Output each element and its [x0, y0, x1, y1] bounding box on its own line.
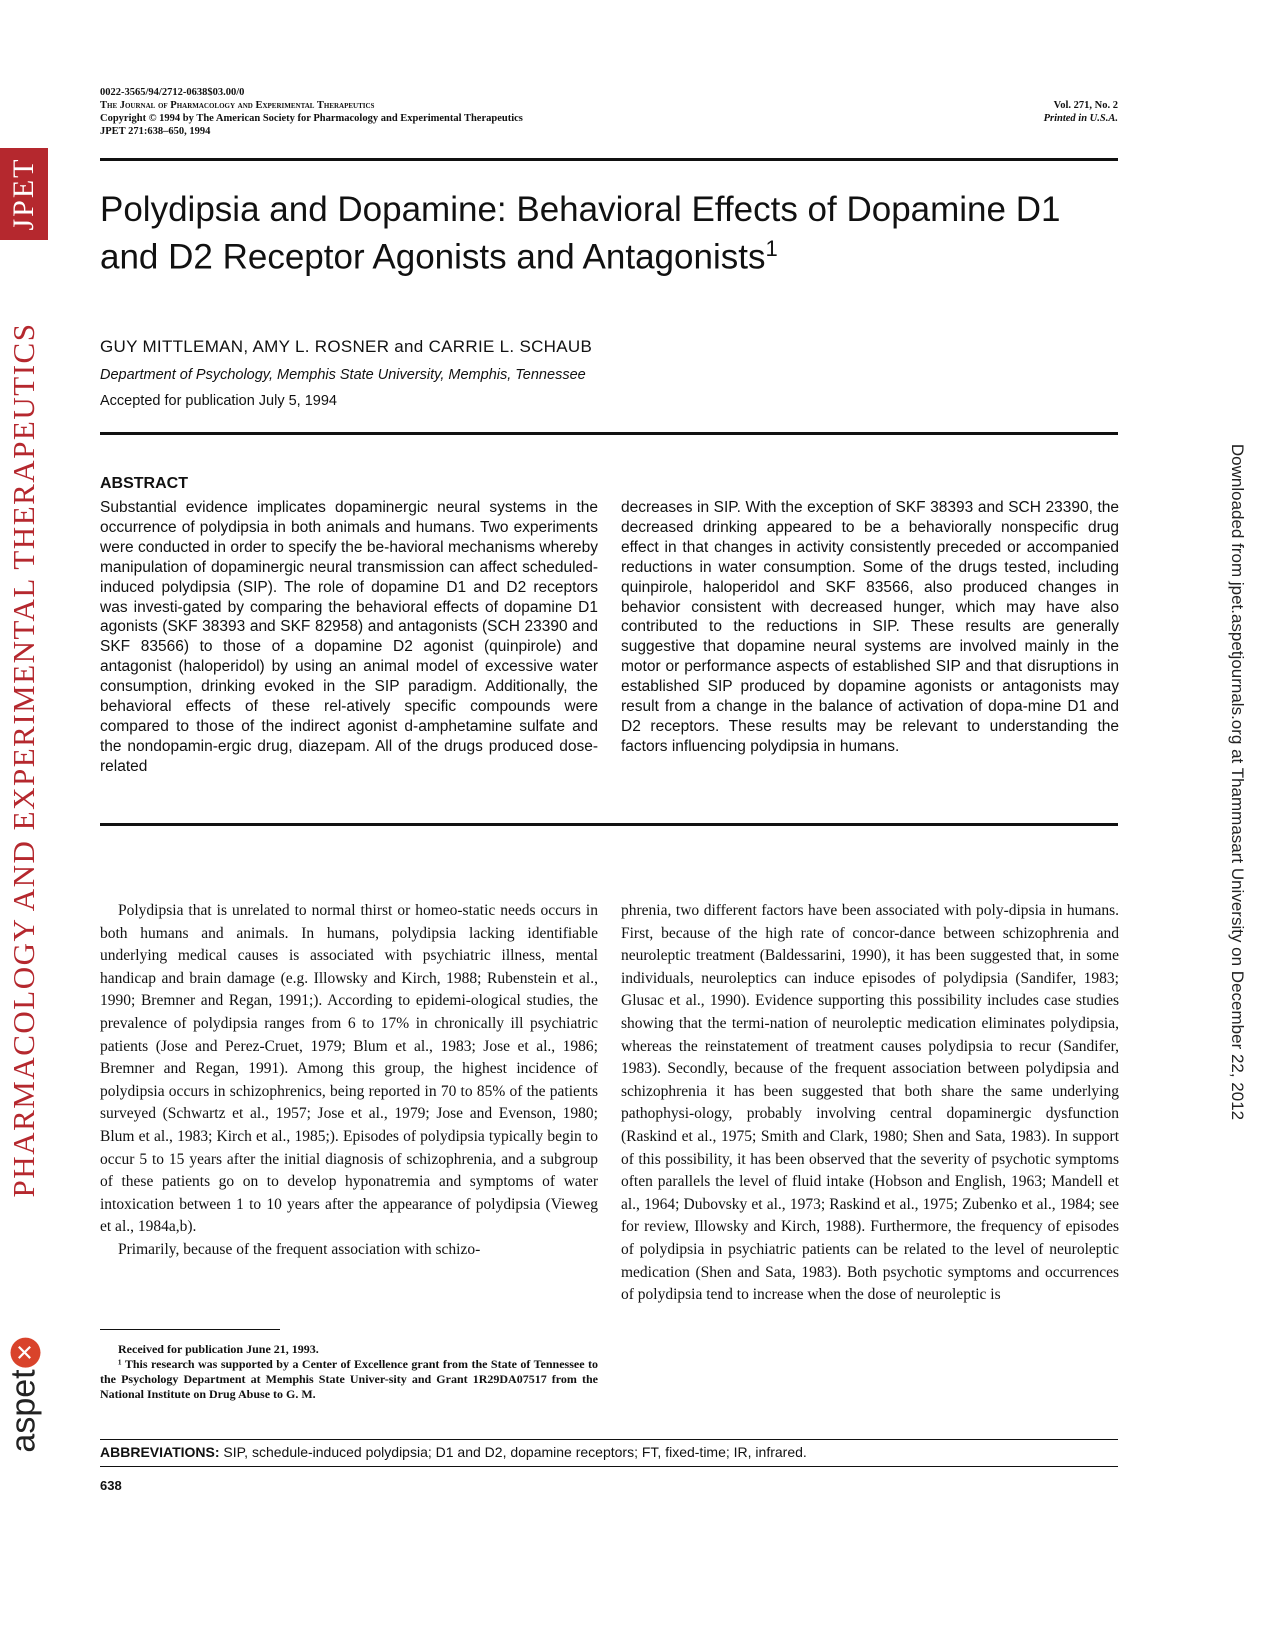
title-text: Polydipsia and Dopamine: Behavioral Effects of Dopamine D1 and D2 Receptor Agonists and Antagonists	[100, 190, 1061, 277]
body-column-2	[621, 900, 1119, 1307]
abstract-heading: ABSTRACT	[100, 475, 188, 492]
article-code: 0022-3565/94/2712-0638$03.00/0	[100, 87, 245, 98]
received-footnote: Received for publication June 21, 1993.	[118, 1342, 319, 1356]
author-list: GUY MITTLEMAN, AMY L. ROSNER and CARRIE L. SCHAUB	[100, 337, 593, 356]
jpet-label: JPET	[7, 157, 40, 231]
volume-line: Vol. 271, No. 2	[1053, 100, 1118, 111]
citation-line: JPET 271:638–650, 1994	[100, 126, 211, 137]
footnotes	[100, 1342, 598, 1402]
aspet-logo	[5, 1337, 44, 1452]
volume-info	[1044, 99, 1118, 125]
journal-header	[100, 86, 523, 138]
title-footnote-marker: 1	[765, 236, 778, 261]
body-paragraph: Polydipsia that is unrelated to normal thirst or homeo-static needs occurs in both humans and animals. In humans, polydipsia lacking identifiable underlying medical causes is associated with psychiatric illness, mental handicap and brain damage (e.g. Illowsky and Kirch, 1988; Rubenstein et al., 1990; Bremner and Regan, 1991;). According to epidemi-ological studies, the prevalence of polydipsia ranges from 6 to 17% in chronically ill psychiatric patients (Jose and Perez-Cruet, 1979; Blum et al., 1983; Jose et al., 1986; Bremner and Regan, 1991). Among this group, the highest incidence of polydipsia occurs in schizophrenics, being reported in 70 to 85% of the patients surveyed (Schwartz et al., 1957; Jose et al., 1979; Jose and Evenson, 1980; Blum et al., 1983; Kirch et al., 1985;). Episodes of polydipsia typically begin to occur 5 to 15 years after the initial diagnosis of schizophrenia, and a subgroup of these patients go on to develop hyponatremia and symptoms of water intoxication between 1 to 10 years after the appearance of polydipsia (Vieweg et al., 1984a,b).	[100, 902, 598, 1236]
abbreviations-rule	[100, 1439, 1118, 1440]
journal-name: The Journal of Pharmacology and Experimental Therapeutics	[100, 100, 375, 111]
abbreviations-label: ABBREVIATIONS:	[100, 1444, 220, 1460]
download-note: Downloaded from jpet.aspetjournals.org at Thammasart University on December 22, 2012	[1228, 443, 1247, 1121]
body-column-1	[100, 900, 598, 1262]
abstract-column-1: Substantial evidence implicates dopaminergic neural systems in the occurrence of polydipsia in both animals and humans. Two experiments were conducted in order to specify the be-havioral mechanisms whereby manipulation of dopaminergic neural transmission can affect scheduled-induced polydipsia (SIP). The role of dopamine D1 and D2 receptors was investi-gated by comparing the behavioral effects of dopamine D1 agonists (SKF 38393 and SKF 82958) and antagonists (SCH 23390 and SKF 83566) to those of a dopamine D2 agonist (quinpirole) and antagonist (haloperidol) by using an animal model of excessive water consumption, drinking evoked in the SIP paradigm. Additionally, the behavioral effects of these rel-atively specific compounds were compared to those of the indirect agonist d-amphetamine sulfate and the nondopamin-ergic drug, diazepam. All of the drugs produced dose-related	[100, 499, 598, 775]
footnote-rule	[100, 1329, 280, 1330]
title-rule	[100, 432, 1118, 435]
abstract-column-2: decreases in SIP. With the exception of SKF 38393 and SCH 23390, the decreased drinking appeared to be a behaviorally nonspecific drug effect in that changes in activity consistently preceded or accompanied reductions in water consumption. Some of the drugs tested, including quinpirole, haloperidol and SKF 83566, also produced changes in behavior consistent with decreased hunger, which may have also contributed to the reductions in SIP. These results are generally suggestive that dopamine neural systems are involved mainly in the motor or performance aspects of established SIP and that disruptions in established SIP produced by dopamine agonists or antagonists may result from a change in the balance of activation of dopa-mine D1 and D2 receptors. These results may be relevant to understanding the factors influencing polydipsia in humans.	[621, 499, 1119, 755]
footer-rule	[100, 1466, 1118, 1467]
body-paragraph: phrenia, two different factors have been associated with poly-dipsia in humans. First, because of the high rate of concor-dance between schizophrenia and neuroleptic treatment (Baldessarini, 1990), it has been suggested that, in some individuals, neuroleptics can induce episodes of polydipsia (Sandifer, 1983; Glusac et al., 1990). Evidence supporting this possibility includes case studies showing that the termi-nation of neuroleptic medication eliminates polydipsia, whereas the reinstatement of treatment causes polydipsia to recur (Sandifer, 1983). Secondly, because of the frequent association between polydipsia and schizophrenia it has been suggested that both share the same underlying pathophysi-ology, probably involving central dopaminergic dysfunction (Raskind et al., 1975; Smith and Clark, 1980; Shen and Sata, 1983). In support of this possibility, it has been observed that the severity of psychotic symptoms often parallels the level of fluid intake (Hobson and English, 1963; Mandell et al., 1964; Dubovsky et al., 1973; Raskind et al., 1975; Zubenko et al., 1984; see for review, Illowsky and Kirch, 1988). Furthermore, the frequency of episodes of polydipsia in psychiatric patients can be related to the level of neuroleptic medication (Shen and Sata, 1983). Both psychotic symptoms and occurrences of polydipsia tend to increase when the dose of neuroleptic is	[621, 902, 1119, 1304]
accepted-date: Accepted for publication July 5, 1994	[100, 393, 337, 409]
abbreviations-text: SIP, schedule-induced polydipsia; D1 and D2, dopamine receptors; FT, fixed-time; IR, infrared.	[223, 1444, 807, 1460]
aspet-logo-mark-icon: ✕	[11, 1337, 41, 1367]
article-title	[100, 190, 1118, 277]
page-number: 638	[100, 1478, 122, 1493]
aspet-logo-text: aspet	[4, 1369, 43, 1453]
funding-footnote: ¹ This research was supported by a Center of Excellence grant from the State of Tennessee to the Psychology Department at Memphis State Univer-sity and Grant 1R29DA07517 from the National Institute on Drug Abuse to G. M.	[100, 1357, 598, 1401]
affiliation: Department of Psychology, Memphis State University, Memphis, Tennessee	[100, 367, 586, 383]
journal-vertical-title: PHARMACOLOGY AND EXPERIMENTAL THERAPEUTICS	[6, 322, 41, 1198]
body-paragraph: Primarily, because of the frequent association with schizo-	[118, 1240, 481, 1258]
side-banner	[0, 0, 52, 1651]
copyright-line: Copyright © 1994 by The American Society for Pharmacology and Experimental Therapeutics	[100, 113, 523, 124]
abstract-rule	[100, 823, 1118, 826]
header-rule	[100, 158, 1118, 161]
printed-line: Printed in U.S.A.	[1043, 113, 1118, 124]
abbreviations	[100, 1444, 807, 1460]
